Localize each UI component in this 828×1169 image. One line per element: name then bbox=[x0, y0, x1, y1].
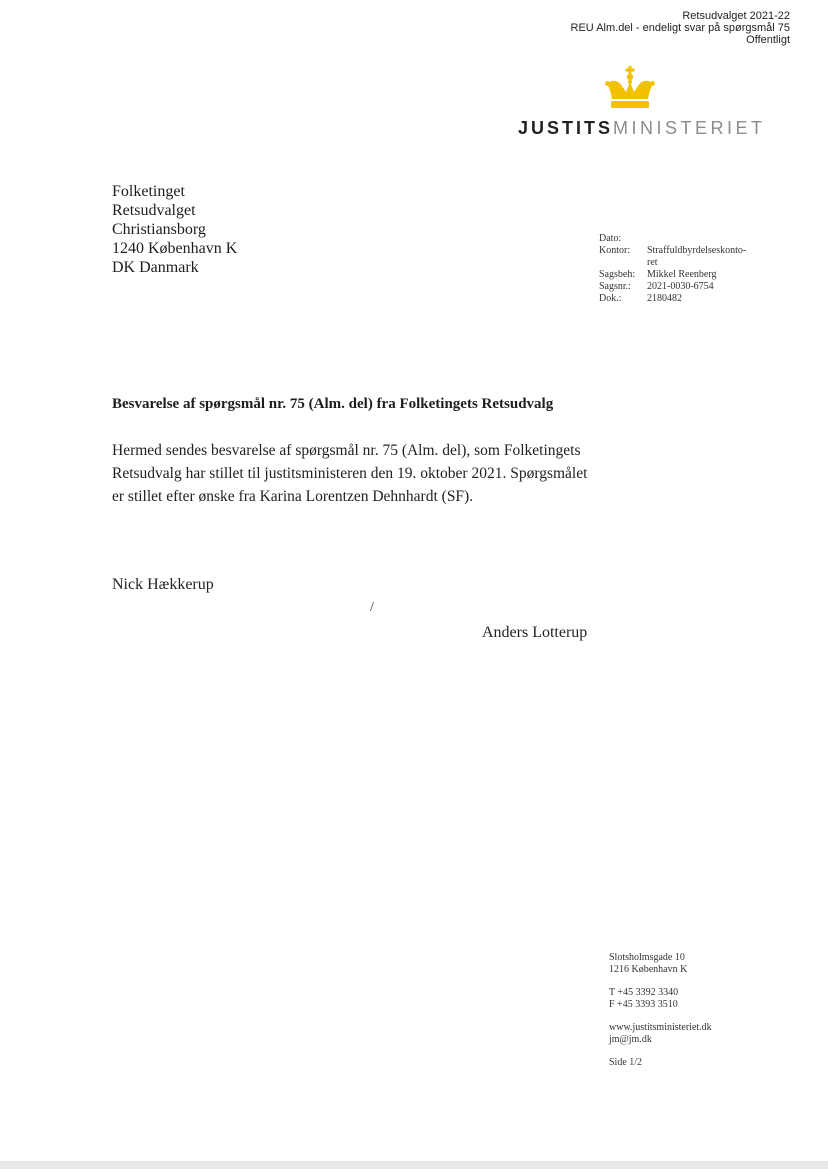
logo-strong-text: JUSTITS bbox=[518, 118, 614, 138]
signature-official: Anders Lotterup bbox=[482, 624, 588, 641]
meta-label bbox=[599, 257, 647, 269]
address-line: Folketinget bbox=[112, 183, 185, 200]
ministry-logo bbox=[518, 118, 766, 139]
ministry-contact-footer bbox=[609, 952, 712, 1069]
meta-value bbox=[647, 233, 757, 245]
meta-row-document bbox=[599, 293, 757, 305]
meta-row-handler bbox=[599, 269, 757, 281]
crown-icon bbox=[604, 66, 656, 112]
footer-city: 1216 København K bbox=[609, 964, 688, 975]
letter-body: Hermed sendes besvarelse af spørgsmål nr. 75 (Alm. del), som Folketingets Retsudvalg har stillet til justitsministeren den 19. oktober 2021. Spørgsmålet er stillet efter ønske fra Karina Lorentzen Dehnhardt (SF). bbox=[112, 442, 588, 505]
meta-row-case-number bbox=[599, 281, 757, 293]
meta-row-date bbox=[599, 233, 757, 245]
meta-value: Straffuldbyrdelseskonto- bbox=[647, 245, 747, 256]
footer-email: jm@jm.dk bbox=[609, 1034, 652, 1045]
archive-header bbox=[571, 10, 790, 46]
footer-phone: T +45 3392 3340 bbox=[609, 987, 679, 998]
meta-label: Kontor: bbox=[599, 245, 631, 256]
meta-value: ret bbox=[647, 257, 658, 268]
meta-label: Sagsbeh: bbox=[599, 269, 636, 280]
case-metadata bbox=[599, 233, 757, 305]
archive-header-line2: REU Alm.del - endeligt svar på spørgsmål 75 bbox=[570, 22, 790, 34]
address-line: 1240 København K bbox=[112, 240, 238, 257]
meta-label: Sagsnr.: bbox=[599, 281, 631, 292]
archive-header-line1: Retsudvalget 2021-22 bbox=[682, 10, 790, 22]
meta-row-office bbox=[599, 245, 757, 257]
address-line: Retsudvalget bbox=[112, 202, 196, 219]
meta-value: 2180482 bbox=[647, 293, 682, 304]
meta-row-office-cont bbox=[599, 257, 757, 269]
archive-header-line3: Offentligt bbox=[746, 34, 790, 46]
letter-subject: Besvarelse af spørgsmål nr. 75 (Alm. del) fra Folketingets Retsudvalg bbox=[112, 396, 554, 412]
meta-label: Dok.: bbox=[599, 293, 622, 304]
page-number: Side 1/2 bbox=[609, 1057, 643, 1068]
recipient-address bbox=[112, 182, 237, 277]
signature-minister: Nick Hækkerup bbox=[112, 576, 214, 593]
logo-light-text: MINISTERIET bbox=[613, 118, 766, 138]
footer-fax: F +45 3393 3510 bbox=[609, 999, 678, 1010]
address-line: DK Danmark bbox=[112, 259, 199, 276]
footer-website: www.justitsministeriet.dk bbox=[609, 1022, 712, 1033]
scan-edge bbox=[0, 1161, 828, 1169]
signature-separator: / bbox=[370, 600, 374, 615]
address-line: Christiansborg bbox=[112, 221, 206, 238]
meta-value: 2021-0030-6754 bbox=[647, 281, 714, 292]
footer-street: Slotsholmsgade 10 bbox=[609, 952, 685, 963]
meta-value: Mikkel Reenberg bbox=[647, 269, 717, 280]
meta-label: Dato: bbox=[599, 233, 622, 244]
